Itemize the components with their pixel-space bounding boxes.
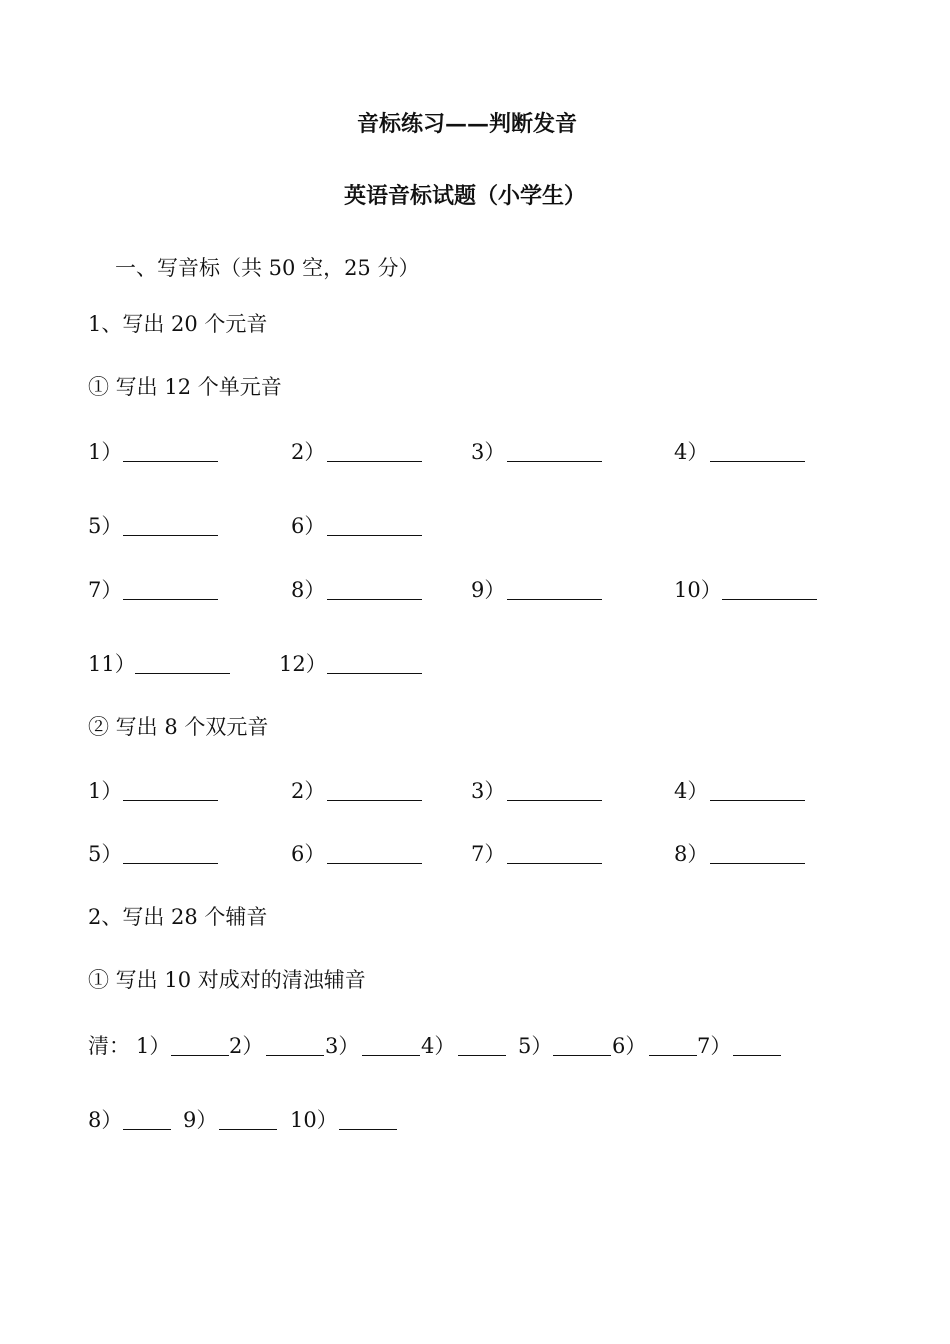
question-1a: ① 写出 12 个单元音 xyxy=(88,375,282,399)
answer-blank[interactable] xyxy=(458,1055,506,1056)
answer-blank[interactable] xyxy=(710,863,805,864)
item-label: 1） xyxy=(88,440,123,464)
answer-blank[interactable] xyxy=(649,1055,697,1056)
answer-blank[interactable] xyxy=(123,1129,171,1130)
item-label: 6） xyxy=(291,842,326,866)
answer-blank[interactable] xyxy=(123,461,218,462)
item-label: 8） xyxy=(291,578,326,602)
answer-blank[interactable] xyxy=(219,1129,277,1130)
answer-blank[interactable] xyxy=(327,535,422,536)
answer-blank[interactable] xyxy=(327,800,422,801)
answer-blank[interactable] xyxy=(123,800,218,801)
item-label: 9） xyxy=(471,578,506,602)
answer-blank[interactable] xyxy=(123,535,218,536)
answer-blank[interactable] xyxy=(266,1055,324,1056)
item-label: 5） xyxy=(518,1034,553,1058)
item-label: 2） xyxy=(229,1034,264,1058)
item-label: 7） xyxy=(471,842,506,866)
item-label: 10） xyxy=(674,578,722,602)
question-1: 1、写出 20 个元音 xyxy=(88,312,268,336)
item-label: 9） xyxy=(183,1108,218,1132)
item-label: 4） xyxy=(674,779,709,803)
item-label: 12） xyxy=(279,652,327,676)
answer-blank[interactable] xyxy=(327,461,422,462)
answer-blank[interactable] xyxy=(327,599,422,600)
section-heading: 一、写音标（共 50 空，25 分） xyxy=(115,256,420,280)
page-title: 音标练习——判断发音 xyxy=(357,111,578,137)
answer-blank[interactable] xyxy=(135,673,230,674)
item-label: 4） xyxy=(674,440,709,464)
item-label: 4） xyxy=(421,1034,456,1058)
answer-blank[interactable] xyxy=(710,800,805,801)
item-label: 1） xyxy=(88,779,123,803)
answer-blank[interactable] xyxy=(123,863,218,864)
answer-blank[interactable] xyxy=(553,1055,611,1056)
answer-blank[interactable] xyxy=(362,1055,420,1056)
answer-blank[interactable] xyxy=(710,461,805,462)
item-label: 3） xyxy=(325,1034,360,1058)
item-label: 3） xyxy=(471,440,506,464)
question-2a: ① 写出 10 对成对的清浊辅音 xyxy=(88,968,366,992)
item-label: 8） xyxy=(674,842,709,866)
item-label: 2） xyxy=(291,440,326,464)
item-label: 1） xyxy=(136,1034,171,1058)
item-label: 8） xyxy=(88,1108,123,1132)
answer-blank[interactable] xyxy=(327,863,422,864)
answer-blank[interactable] xyxy=(507,800,602,801)
answer-blank[interactable] xyxy=(722,599,817,600)
answer-blank[interactable] xyxy=(339,1129,397,1130)
item-label: 5） xyxy=(88,514,123,538)
question-1b: ② 写出 8 个双元音 xyxy=(88,715,269,739)
item-label: 5） xyxy=(88,842,123,866)
item-label: 7） xyxy=(88,578,123,602)
answer-blank[interactable] xyxy=(507,461,602,462)
item-label: 6） xyxy=(291,514,326,538)
item-label: 7） xyxy=(697,1034,732,1058)
item-label: 2） xyxy=(291,779,326,803)
answer-blank[interactable] xyxy=(507,863,602,864)
item-label: 10） xyxy=(290,1108,338,1132)
answer-blank[interactable] xyxy=(327,673,422,674)
answer-blank[interactable] xyxy=(733,1055,781,1056)
question-2: 2、写出 28 个辅音 xyxy=(88,905,268,929)
page-subtitle: 英语音标试题（小学生） xyxy=(344,183,587,209)
answer-blank[interactable] xyxy=(507,599,602,600)
item-label: 11） xyxy=(88,652,136,676)
item-label: 3） xyxy=(471,779,506,803)
item-label: 6） xyxy=(612,1034,647,1058)
voiceless-label: 清： xyxy=(88,1034,130,1058)
answer-blank[interactable] xyxy=(171,1055,229,1056)
answer-blank[interactable] xyxy=(123,599,218,600)
